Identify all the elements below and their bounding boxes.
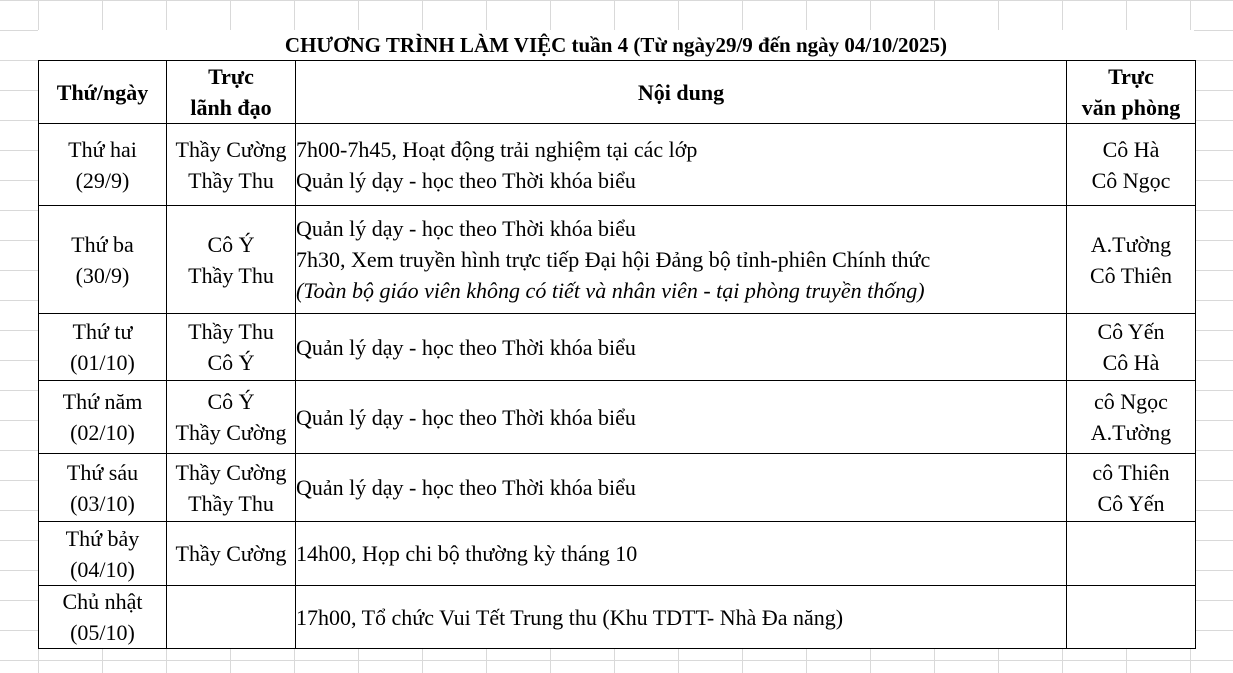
- office-name: Cô Yến: [1097, 319, 1165, 344]
- day-name: Thứ bảy: [65, 525, 140, 551]
- leader-cell: [167, 586, 296, 649]
- day-name: Thứ hai: [68, 136, 137, 162]
- office-cell: [1067, 454, 1196, 522]
- header-office-line-1: Trực: [1108, 64, 1154, 89]
- day-date: (30/9): [75, 262, 130, 288]
- day-name: Thứ tư: [72, 319, 133, 344]
- content-cell: [296, 206, 1067, 314]
- schedule-table: [38, 60, 1196, 649]
- leader-name: Cô Ý: [207, 231, 255, 257]
- table-row: [39, 586, 1196, 649]
- day-cell: [39, 454, 167, 522]
- day-date: (04/10): [70, 556, 135, 582]
- office-name: A.Tường: [1090, 420, 1172, 445]
- table-row: [39, 454, 1196, 522]
- content-cell: [296, 522, 1067, 586]
- header-day: Thứ/ngày: [39, 61, 167, 124]
- day-date: (03/10): [70, 490, 135, 516]
- leader-name: Cô Ý: [207, 350, 255, 375]
- office-cell: [1067, 586, 1196, 649]
- day-name: Thứ sáu: [66, 459, 139, 485]
- content-line: 7h00-7h45, Hoạt động trải nghiệm tại các lớp: [296, 136, 698, 162]
- office-cell: [1067, 314, 1196, 381]
- header-leader-line-2: lãnh đạo: [190, 95, 272, 120]
- day-cell: [39, 586, 167, 649]
- day-name: Chủ nhật: [62, 589, 143, 614]
- table-row: [39, 314, 1196, 381]
- content-note: (Toàn bộ giáo viên không có tiết và nhân viên - tại phòng truyền thống): [296, 278, 925, 303]
- leader-name: Thầy Cường: [175, 136, 287, 162]
- office-name: Cô Thiên: [1089, 262, 1173, 288]
- leader-name: Thầy Cường: [175, 459, 287, 485]
- office-cell: [1067, 206, 1196, 314]
- day-cell: [39, 522, 167, 586]
- content-cell: [296, 314, 1067, 381]
- office-cell: [1067, 381, 1196, 454]
- content-cell: [296, 454, 1067, 522]
- office-name: Cô Hà: [1102, 350, 1160, 375]
- header-leader-line-1: Trực: [208, 64, 254, 89]
- leader-name: Thầy Thu: [188, 319, 274, 344]
- content-line: 14h00, Họp chi bộ thường kỳ tháng 10: [296, 541, 638, 566]
- content-cell: [296, 586, 1067, 649]
- leader-name: Thầy Thu: [188, 490, 274, 516]
- leader-name: Thầy Cường: [175, 420, 287, 445]
- content-line: 17h00, Tổ chức Vui Tết Trung thu (Khu TDTT- Nhà Đa năng): [296, 604, 844, 630]
- day-date: (29/9): [75, 167, 130, 193]
- header-office: [1067, 61, 1196, 124]
- office-cell: [1067, 124, 1196, 206]
- leader-cell: [167, 124, 296, 206]
- table-row: [39, 206, 1196, 314]
- table-row: [39, 124, 1196, 206]
- office-name: Cô Hà: [1102, 136, 1160, 162]
- leader-cell: [167, 206, 296, 314]
- office-name: cô Thiên: [1092, 459, 1170, 485]
- day-cell: [39, 314, 167, 381]
- office-name: Cô Ngọc: [1091, 167, 1171, 193]
- content-line: Quản lý dạy - học theo Thời khóa biểu: [296, 404, 636, 430]
- day-cell: [39, 381, 167, 454]
- leader-cell: [167, 454, 296, 522]
- office-name: A.Tường: [1090, 231, 1172, 257]
- leader-name: Thầy Thu: [188, 262, 274, 288]
- header-leader: [167, 61, 296, 124]
- content-line: Quản lý dạy - học theo Thời khóa biểu: [296, 475, 636, 500]
- header-content: Nội dung: [296, 61, 1067, 124]
- day-cell: [39, 206, 167, 314]
- content-line: Quản lý dạy - học theo Thời khóa biểu: [296, 334, 636, 360]
- day-date: (02/10): [70, 420, 135, 445]
- content-line: Quản lý dạy - học theo Thời khóa biểu: [296, 167, 636, 193]
- office-cell: [1067, 522, 1196, 586]
- schedule-title: CHƯƠNG TRÌNH LÀM VIỆC tuần 4 (Từ ngày29/9 đến ngày 04/10/2025): [38, 30, 1194, 60]
- content-cell: [296, 124, 1067, 206]
- content-line: Quản lý dạy - học theo Thời khóa biểu: [296, 216, 636, 241]
- leader-cell: [167, 522, 296, 586]
- day-date: (01/10): [70, 350, 135, 375]
- day-name: Thứ ba: [71, 231, 134, 257]
- day-cell: [39, 124, 167, 206]
- table-row: [39, 381, 1196, 454]
- day-date: (05/10): [70, 620, 135, 645]
- header-office-line-2: văn phòng: [1081, 95, 1181, 120]
- leader-name: Thầy Thu: [188, 167, 274, 193]
- table-row: [39, 522, 1196, 586]
- content-cell: [296, 381, 1067, 454]
- leader-cell: [167, 314, 296, 381]
- office-name: cô Ngọc: [1094, 389, 1168, 414]
- day-name: Thứ năm: [62, 389, 143, 414]
- leader-cell: [167, 381, 296, 454]
- leader-name: Cô Ý: [207, 389, 255, 414]
- leader-name: Thầy Cường: [175, 541, 287, 566]
- office-name: Cô Yến: [1097, 490, 1165, 516]
- content-line: 7h30, Xem truyền hình trực tiếp Đại hội Đảng bộ tỉnh-phiên Chính thức: [296, 247, 931, 272]
- header-row: [39, 61, 1196, 124]
